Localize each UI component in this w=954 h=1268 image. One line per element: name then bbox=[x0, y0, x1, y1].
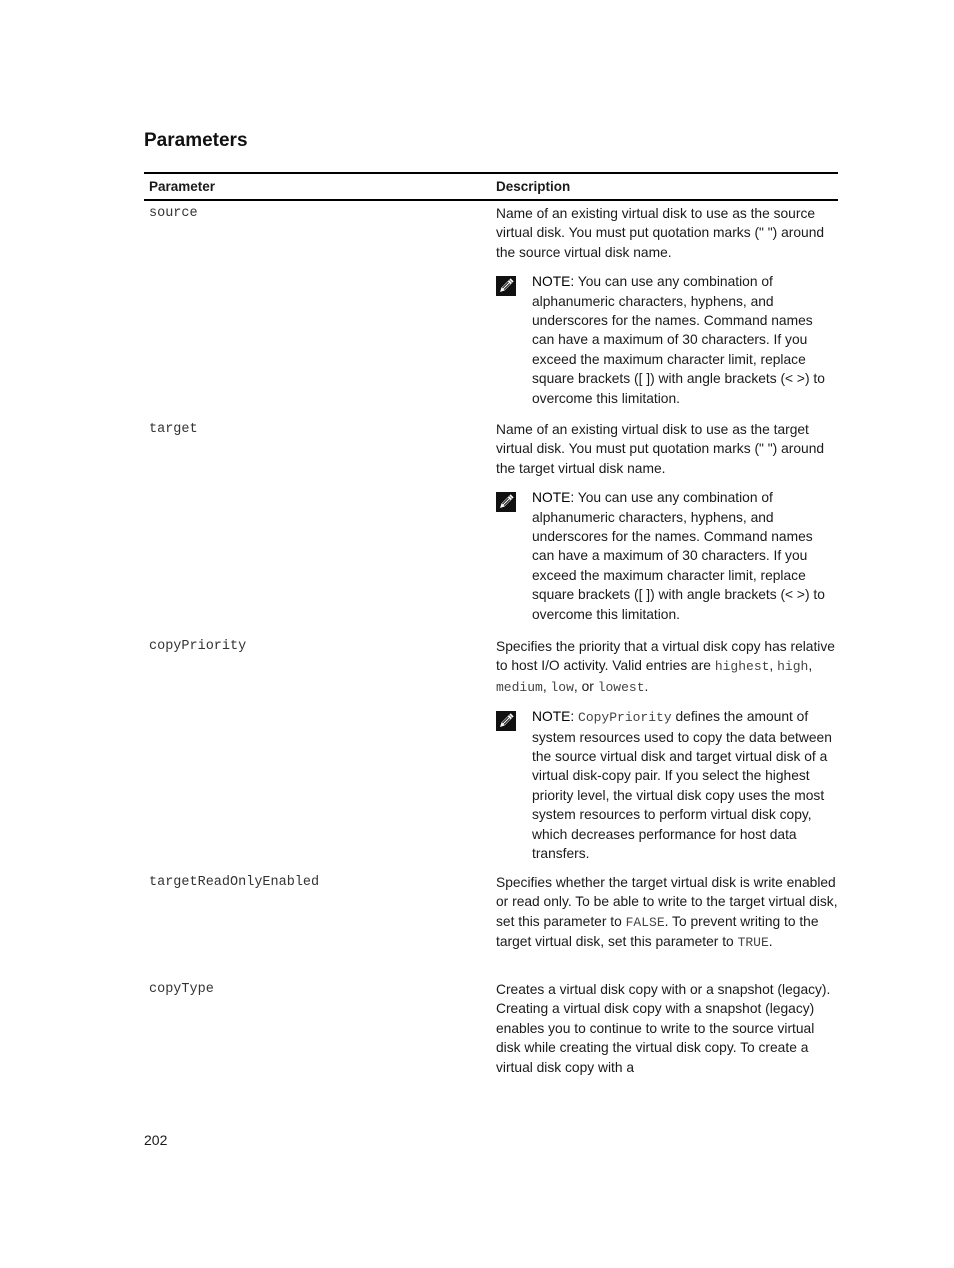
table-header bbox=[144, 172, 838, 201]
description-text: Creates a virtual disk copy with or a snapshot (legacy). Creating a virtual disk copy with a snapshot (legacy) enables you to continue to write to the source virtual disk while creating the virtual disk copy. To create a virtual disk copy with a bbox=[496, 982, 831, 1075]
page-number: 202 bbox=[144, 1132, 168, 1148]
note-pencil-icon bbox=[496, 711, 516, 731]
param-name: source bbox=[149, 206, 198, 221]
description-text: Name of an existing virtual disk to use as the source virtual disk. You must put quotation marks (" ") around the source virtual disk name. bbox=[496, 206, 825, 260]
note-pencil-icon bbox=[496, 276, 516, 296]
note-text: You can use any combination of alphanumeric characters, hyphens, and underscores for the names. Command names can have a maximum of 30 characters. If you exceed the maximum character limit, replace square brackets ([ ]) with angle brackets (< >) to overcome this limitation. bbox=[532, 274, 825, 406]
param-name: targetReadOnlyEnabled bbox=[149, 875, 320, 890]
section-heading: Parameters bbox=[144, 130, 248, 151]
param-description bbox=[496, 420, 838, 624]
value-true: TRUE bbox=[737, 935, 769, 951]
param-name: copyType bbox=[149, 982, 214, 997]
note-box bbox=[496, 707, 838, 863]
note-code: CopyPriority bbox=[578, 710, 672, 726]
description-text bbox=[496, 873, 838, 953]
description-part-c: . bbox=[768, 934, 773, 950]
parameters-table bbox=[144, 172, 838, 1075]
value-medium: medium bbox=[496, 679, 543, 695]
note-label: NOTE: bbox=[532, 490, 575, 506]
note-pencil-icon bbox=[496, 492, 516, 512]
param-description bbox=[496, 980, 838, 1077]
description-part-b: . To prevent writing to the target virtual disk, set this parameter to bbox=[496, 913, 819, 950]
value-lowest: lowest bbox=[597, 679, 645, 695]
header-parameter: Parameter bbox=[149, 179, 216, 194]
description-part-a: Specifies whether the target virtual disk is write enabled or read only. To be able to write to the target virtual disk, set this parameter to bbox=[496, 875, 838, 929]
description-text: Specifies the priority that a virtual disk copy has relative to host I/O activity. Valid entries are highest, high, medium, low, or lowest. bbox=[496, 639, 835, 695]
or-word: or bbox=[581, 678, 594, 694]
description-text: Name of an existing virtual disk to use as the target virtual disk. You must put quotation marks (" ") around the target virtual disk name. bbox=[496, 422, 825, 476]
param-description bbox=[496, 637, 838, 863]
note-text: You can use any combination of alphanumeric characters, hyphens, and underscores for the names. Command names can have a maximum of 30 characters. If you exceed the maximum character limit, replace square brackets ([ ]) with angle brackets (< >) to overcome this limitation. bbox=[532, 490, 825, 622]
param-description bbox=[496, 204, 838, 408]
note-label: NOTE: bbox=[532, 274, 575, 290]
param-name: copyPriority bbox=[149, 639, 247, 654]
value-highest: highest bbox=[714, 659, 770, 675]
description-lead: Specifies the priority that a virtual disk copy has relative to host I/O activity. Valid entries are bbox=[496, 639, 835, 674]
header-description: Description bbox=[496, 179, 571, 194]
note-box bbox=[496, 488, 838, 624]
param-description bbox=[496, 873, 838, 953]
value-low: low bbox=[550, 679, 574, 695]
note-text: defines the amount of system resources used to copy the data between the source virtual disk and target virtual disk of a virtual disk-copy pair. If you select the highest priority level, the virtual disk copy uses the most system resources to perform virtual disk copy, which decreases performance for host data transfers. bbox=[532, 709, 832, 862]
note-label: NOTE: bbox=[532, 709, 575, 725]
value-false: FALSE bbox=[625, 914, 665, 930]
param-name: target bbox=[149, 422, 198, 437]
value-high: high bbox=[777, 659, 809, 675]
note-box bbox=[496, 272, 838, 408]
